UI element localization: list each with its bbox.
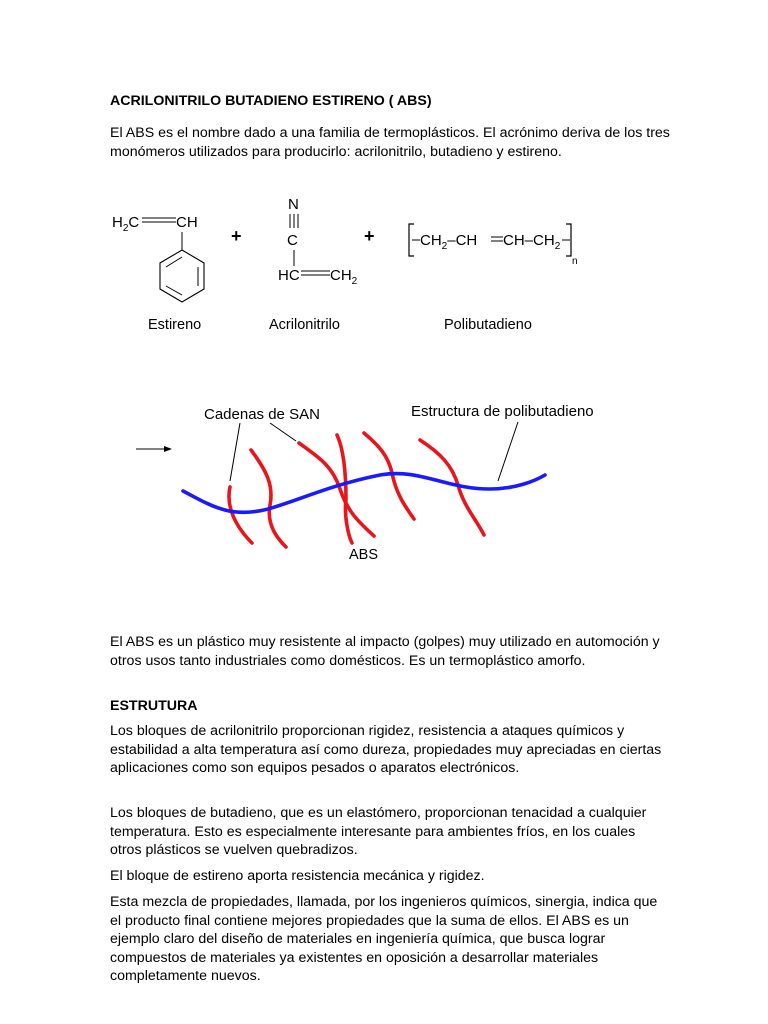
san-pointer-line-1 [230, 423, 240, 481]
styrene-ch: CH [176, 214, 198, 231]
paragraph-impact: El ABS es un plástico muy resistente al impacto (golpes) muy utilizado en automoción y otros usos tanto industriales como domésticos. Es un termoplástico amorfo. [110, 634, 660, 669]
svg-text:H2C [112, 214, 139, 234]
document-title: ACRILONITRILO BUTADIENO ESTIRENO ( ABS) [110, 93, 432, 109]
label-polibutadieno: Polibutadieno [444, 317, 532, 333]
svg-text:CH–CH2 [503, 232, 561, 252]
intro-paragraph: El ABS es el nombre dado a una familia de termoplásticos. El acrónimo deriva de los tres monómeros utilizados para producirlo: acrilonitrilo, butadieno y estireno. [110, 125, 670, 160]
pb-ch2-1: CH [420, 232, 442, 249]
styrene-h-sub: 2 [122, 223, 129, 234]
paragraph-acrilonitrilo: Los bloques de acrilonitrilo proporcionan rigidez, resistencia a ataques químicos y estabilidad a alta temperatura así como dureza, propiedades muy apreciadas en ciertas aplicaciones como son equipos pesados o aparatos electrónicos. [110, 723, 662, 777]
svg-text:CH2 [330, 267, 358, 287]
abs-structure-diagram [0, 395, 768, 570]
pb-sub-2: 2 [554, 241, 561, 252]
paragraph-butadieno: Los bloques de butadieno, que es un elastómero, proporcionan tenacidad a cualquier temperatura. Esto es especialmente interesante para ambientes fríos, en los cuales otros plásticos se vuelven quebradizos. [110, 805, 647, 859]
paragraph-estireno: El bloque de estireno aporta resistencia mecánica y rigidez. [110, 868, 485, 884]
polybutadiene-chain [183, 474, 545, 513]
paragraph-sinergia: Esta mezcla de propiedades, llamada, por los ingenieros químicos, sinergia, indica que el producto final contiene mejores propiedades que la suma de ellos. El ABS es un ejemplo claro del diseño de materiales en ingeniería química, que busca lograr compuestos de materiales ya existentes en oposición a desarrollar materiales completamente nuevos. [110, 894, 658, 985]
styrene-h: H [112, 214, 123, 231]
acn-hc: HC [278, 267, 300, 284]
pb-n: n [572, 256, 578, 267]
label-acrilonitrilo: Acrilonitrilo [269, 317, 340, 333]
plus-sign-1: + [231, 226, 242, 246]
monomers-scheme [0, 190, 768, 340]
label-estireno: Estireno [148, 317, 202, 333]
acn-n: N [288, 196, 299, 213]
svg-text:CH2–CH [420, 232, 477, 252]
san-chain-1 [229, 487, 252, 543]
acn-c: C [287, 232, 298, 249]
pb-ch-ch2: CH–CH [503, 232, 555, 249]
acrylonitrile-structure [278, 196, 358, 287]
pb-sub-1: 2 [441, 241, 448, 252]
acn-ch-sub: 2 [351, 276, 358, 287]
acn-ch: CH [330, 267, 352, 284]
label-cadenas-san: Cadenas de SAN [204, 406, 320, 423]
styrene-c: C [128, 214, 140, 231]
polybutadiene-structure [409, 224, 578, 267]
san-pointer-line-2 [270, 423, 296, 441]
label-estructura-polibutadieno: Estructura de polibutadieno [411, 403, 594, 420]
heading-estructura: ESTRUTURA [110, 698, 198, 714]
pb-ch: –CH [447, 232, 478, 249]
san-chain-3 [299, 443, 374, 536]
pb-pointer-line [498, 422, 518, 481]
plus-sign-2: + [364, 226, 375, 246]
styrene-structure [112, 214, 204, 302]
label-abs: ABS [349, 547, 379, 563]
san-chains [229, 433, 484, 547]
san-chain-2 [251, 450, 286, 547]
arrow-icon [136, 446, 172, 452]
